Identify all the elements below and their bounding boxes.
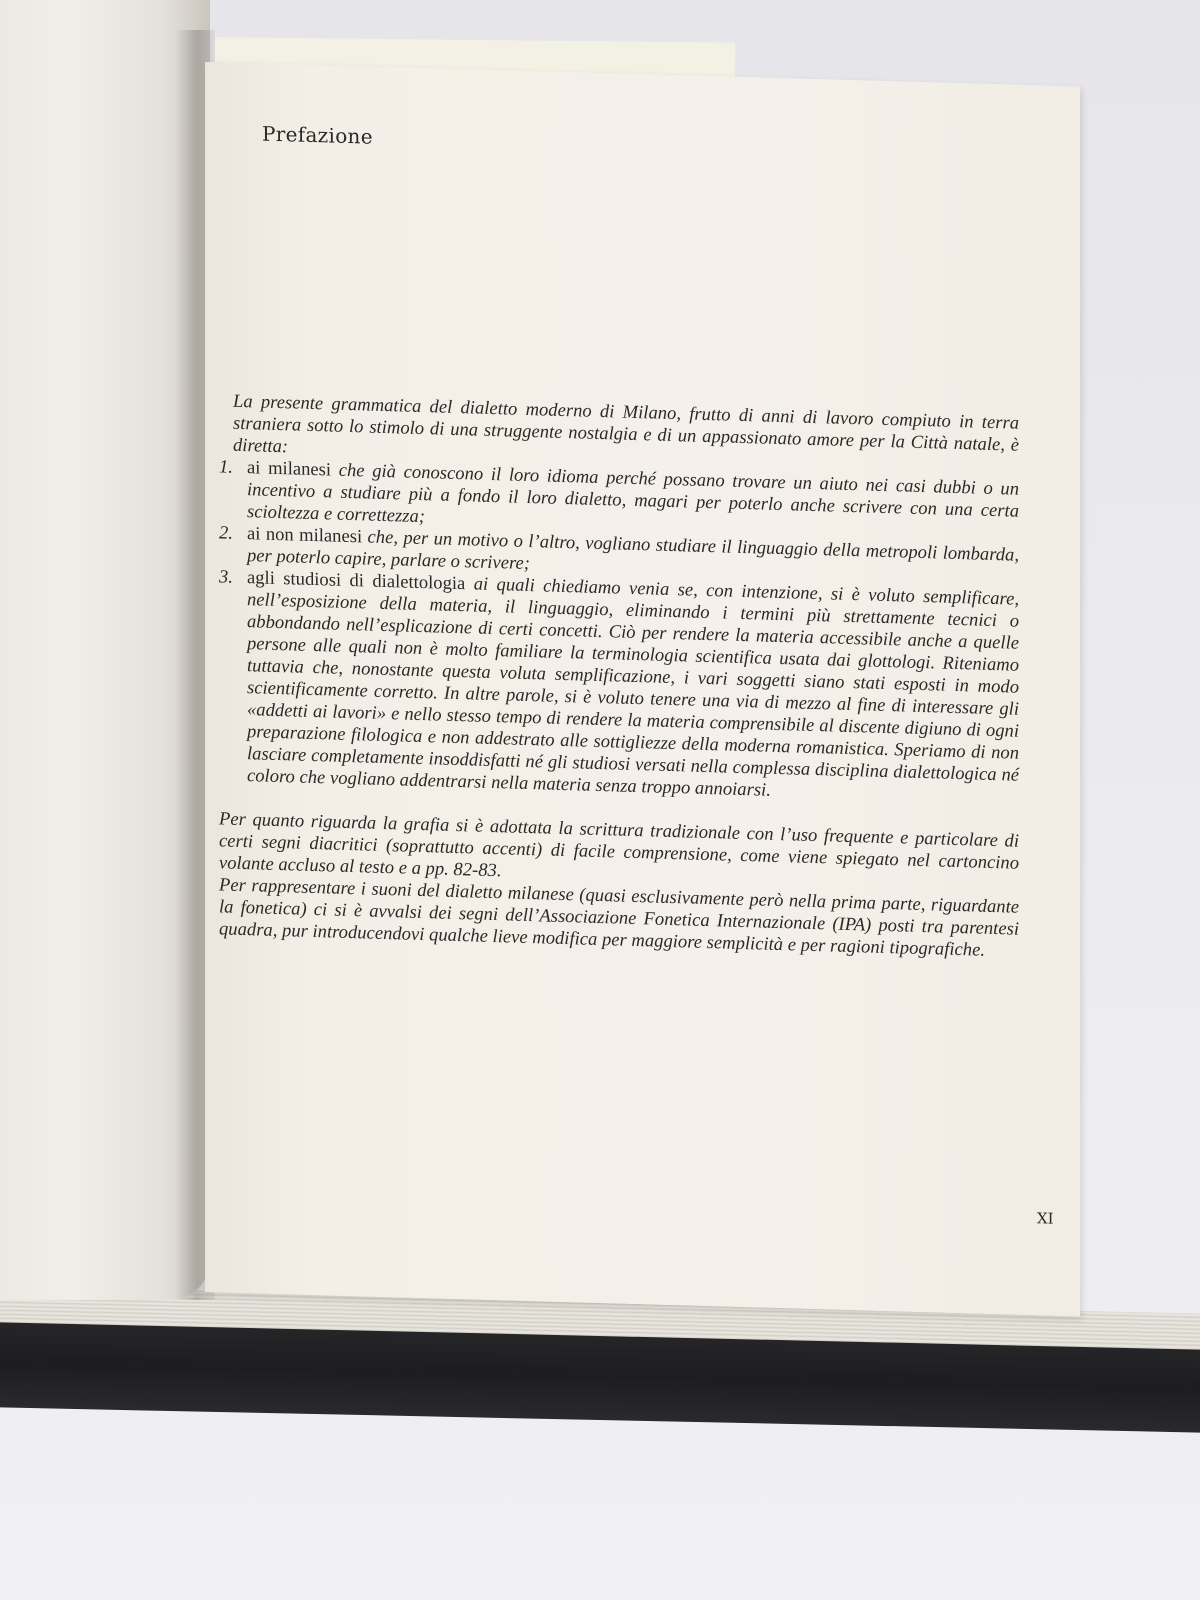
preface-text [219,390,1019,962]
item-text: che già conoscono il loro idioma perché possano trovare un aiuto nei casi dubbi o un incentivo a studiare più a fondo il loro dialetto, magari per poterlo anche scrivere con una certa scioltezza e correttezza; [247,459,1020,528]
purpose-list [219,456,1019,808]
item-text: ai quali chiediamo venia se, con intenzione, si è voluto semplificare, nell’esposizione della materia, il linguaggio, eliminando i termini più strettamente tecnici o abbondando nell’esplicazione di certi concetti. Ciò per rendere la materia accessibile anche a quelle persone alle quali non è molto familiare la terminologia scientifica usata dai glottologi. Riteniamo tuttavia che, nonostante questa voluta semplificazione, i vari soggetti siano stati esposti in modo scientificamente corretto. In altre parole, si è voluto tenere una via di mezzo al fine di interessare gli «addetti ai lavori» e nello stesso tempo di rendere la materia comprensibile al discente digiuno di ogni preparazione filologica e non addestrato alle sottigliezze della moderna romanistica. Speriamo di non lasciare completamente insoddisfatti né gli studiosi versati nella complessa disciplina dialettologica né coloro che vogliano addentrarsi nella materia senza troppo annoiarsi. [247,573,1020,801]
page-number: XI [1037,1209,1054,1228]
item-lead: agli studiosi di dialettologia [247,567,466,595]
ipa-paragraph: Per rappresentare i suoni del dialetto milanese (quasi esclusivamente però nella prima parte, riguardante la fonetica) ci si è avvalsi dei segni dell’Associazione Fonetica Internazionale (IPA) posti tra parentesi quadra, pur introducendovi qualche lieve modifica per maggiore semplicità e per ragioni tipografiche. [219,874,1019,961]
list-number: 1. [219,456,233,478]
right-page [205,62,1080,1316]
intro-paragraph: La presente grammatica del dialetto moderno di Milano, frutto di anni di lavoro compiuto in terra straniera sotto lo stimolo di una struggente nostalgia e di un appassionato amore per la Città natale, è diretta: [233,390,1019,458]
item-text: che, per un motivo o l’altro, vogliano studiare il linguaggio della metropoli lombarda, per poterlo capire, parlare o scrivere; [247,526,1019,575]
orthography-paragraph: Per quanto riguarda la grafia si è adottata la scrittura tradizionale con l’uso frequente e particolare di certi segni diacritici (soprattutto accenti) di facile comprensione, come viene spiegato nel cartoncino volante accluso al testo e a pp. 82-83. [219,808,1019,882]
page-content [205,62,1080,1316]
list-number: 2. [219,522,233,544]
item-lead: ai milanesi [247,457,332,481]
list-number: 3. [219,566,233,588]
item-lead: ai non milanesi [247,523,363,548]
list-item [219,566,1019,808]
page-heading: Prefazione [262,121,373,149]
